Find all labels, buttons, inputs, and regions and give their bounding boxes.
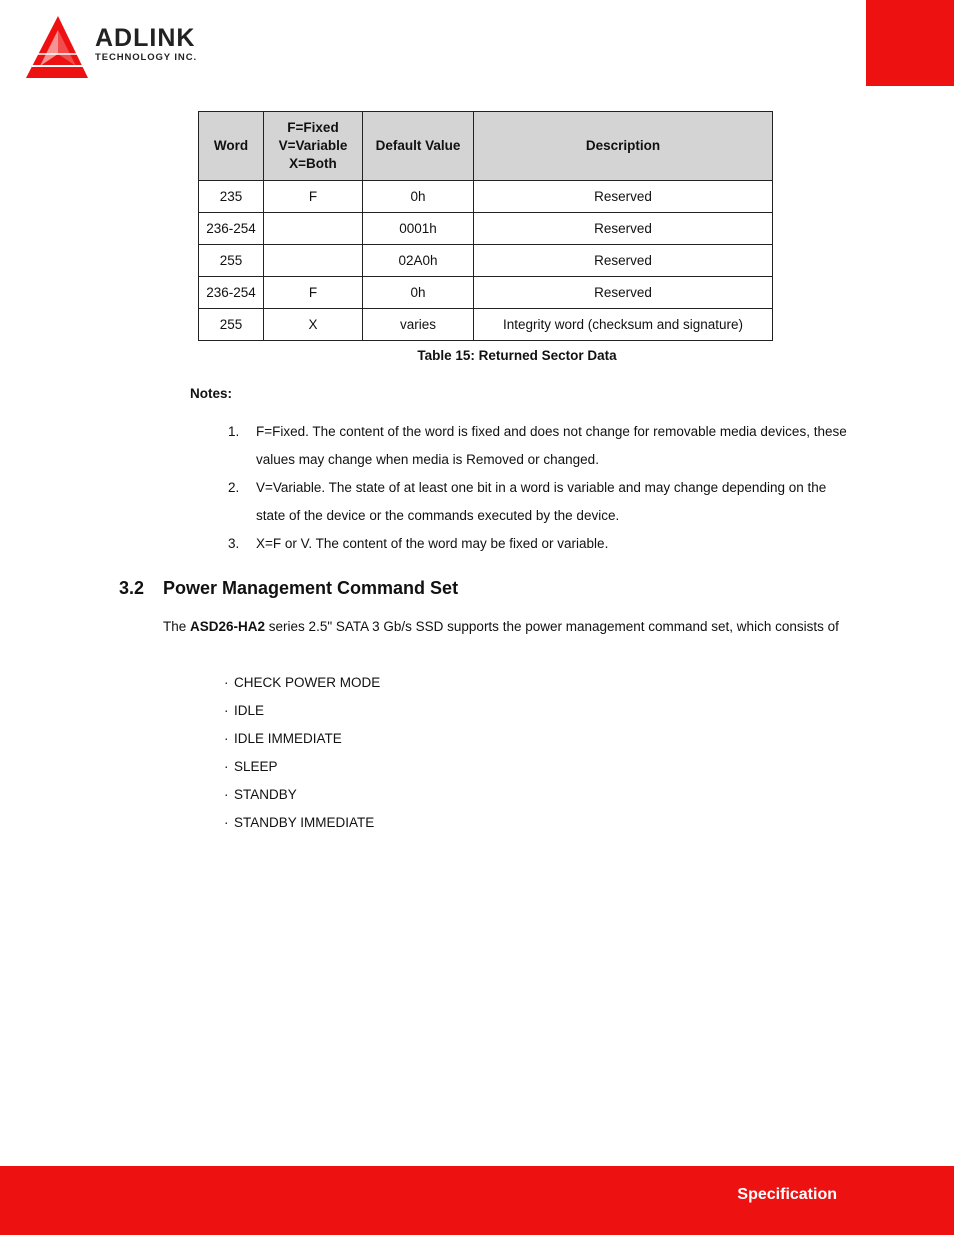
cell-description: Integrity word (checksum and signature)	[474, 309, 773, 341]
corner-tab	[866, 0, 954, 86]
cell-description: Reserved	[474, 213, 773, 245]
section-heading	[119, 578, 458, 599]
list-item: · IDLE	[224, 697, 380, 725]
table-row	[199, 277, 773, 309]
table-row	[199, 181, 773, 213]
table-row	[199, 245, 773, 277]
header-type: F=Fixed V=Variable X=Both	[264, 112, 363, 181]
footer-label: Specification	[737, 1186, 837, 1203]
cell-type: F	[264, 277, 363, 309]
brand-subtitle: TECHNOLOGY INC.	[95, 52, 197, 63]
product-name: ASD26-HA2	[190, 619, 266, 634]
paragraph-text: series 2.5" SATA 3 Gb/s SSD supports the power management command set, which consists of	[265, 619, 839, 634]
note-text: V=Variable. The state of at least one bit in a word is variable and may change depending on the state of the device or the commands executed by the device.	[256, 480, 827, 523]
cell-description: Reserved	[474, 181, 773, 213]
cell-type: X	[264, 309, 363, 341]
note-number: 3.	[228, 536, 240, 551]
cell-word: 236-254	[199, 277, 264, 309]
adlink-logo	[26, 16, 236, 82]
notes-title: Notes:	[190, 386, 233, 401]
cell-word: 235	[199, 181, 264, 213]
bullet-icon: ·	[224, 675, 229, 690]
header-default-value: Default Value	[363, 112, 474, 181]
table-header-row	[199, 112, 773, 181]
note-item	[228, 530, 856, 558]
cell-word: 255	[199, 245, 264, 277]
header-description: Description	[474, 112, 773, 181]
list-item: · IDLE IMMEDIATE	[224, 725, 380, 753]
section-number: 3.2	[119, 578, 145, 598]
paragraph-prefix: The	[163, 619, 191, 634]
header-word: Word	[199, 112, 264, 181]
brand-name: ADLINK	[95, 24, 196, 52]
cell-word: 236-254	[199, 213, 264, 245]
note-number: 2.	[228, 480, 240, 495]
note-item	[228, 474, 856, 530]
cell-default: 02A0h	[363, 245, 474, 277]
cell-description: Reserved	[474, 277, 773, 309]
cell-type: F	[264, 181, 363, 213]
cell-description: Reserved	[474, 245, 773, 277]
list-item: · STANDBY	[224, 781, 380, 809]
section-title: Power Management Command Set	[163, 578, 459, 598]
bullet-icon: ·	[224, 759, 229, 774]
list-item: · SLEEP	[224, 753, 380, 781]
cell-default: 0001h	[363, 213, 474, 245]
note-number: 1.	[228, 424, 240, 439]
bullet-icon: ·	[224, 815, 229, 830]
note-text: F=Fixed. The content of the word is fixed and does not change for removable media devices, these values may change when media is Removed or changed.	[256, 424, 847, 467]
cell-type	[264, 245, 363, 277]
note-text: X=F or V. The content of the word may be fixed or variable.	[256, 536, 609, 551]
command-list	[224, 669, 380, 837]
footer-bar	[0, 1166, 954, 1235]
cell-word: 255	[199, 309, 264, 341]
returned-sector-data-table	[198, 111, 773, 341]
section-paragraph	[163, 613, 843, 641]
bullet-icon: ·	[224, 787, 229, 802]
note-item	[228, 418, 856, 474]
table-row	[199, 213, 773, 245]
table-row	[199, 309, 773, 341]
list-item: · CHECK POWER MODE	[224, 669, 380, 697]
cell-default: 0h	[363, 181, 474, 213]
cell-type	[264, 213, 363, 245]
cell-default: 0h	[363, 277, 474, 309]
adlink-triangle-icon	[26, 16, 88, 80]
bullet-icon: ·	[224, 731, 229, 746]
bullet-icon: ·	[224, 703, 229, 718]
notes-list	[228, 418, 856, 558]
list-item: · STANDBY IMMEDIATE	[224, 809, 380, 837]
cell-default: varies	[363, 309, 474, 341]
table-caption: Table 15: Returned Sector Data	[417, 348, 617, 363]
